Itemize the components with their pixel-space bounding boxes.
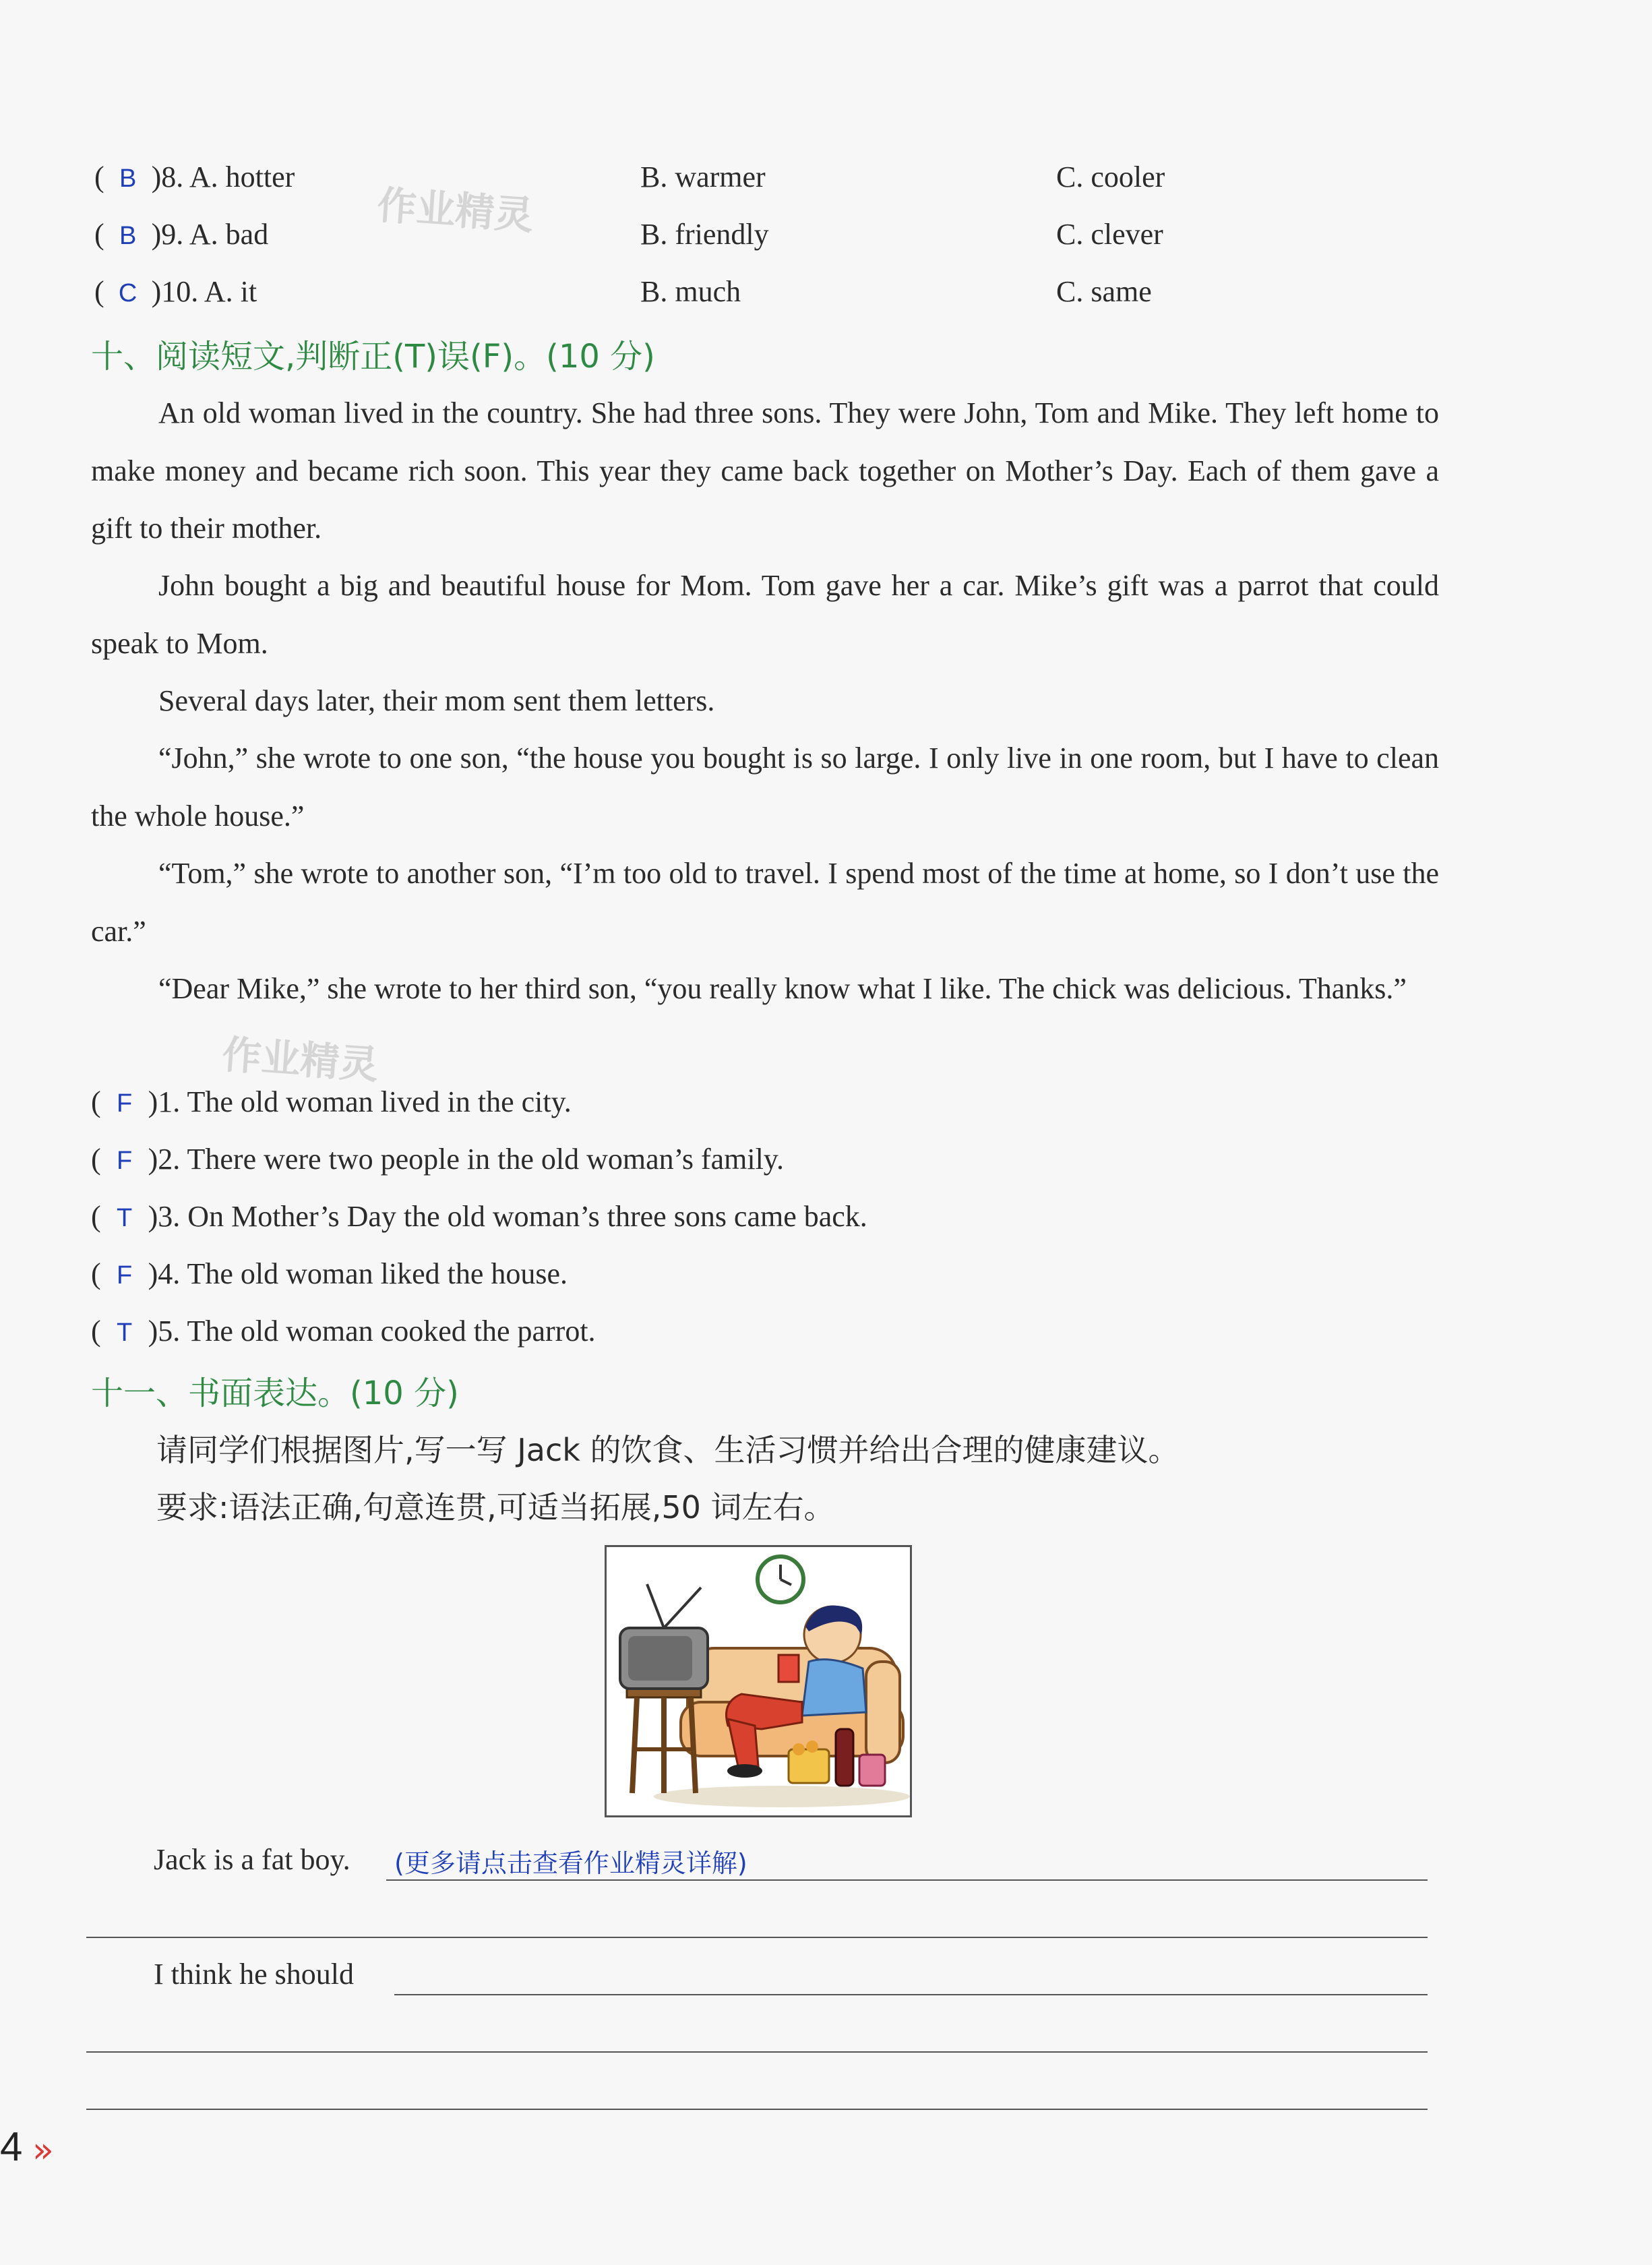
tf-question-1: ( F )1. The old woman lived in the city. xyxy=(91,1079,572,1127)
writing-line-3[interactable] xyxy=(394,1994,1428,1995)
section-10-title: 十、阅读短文,判断正(T)误(F)。(10 分) xyxy=(91,338,655,375)
boy-shirt xyxy=(802,1660,866,1716)
passage-paragraph-4: “John,” she wrote to one son, “the house you bought is so large. I only live in one room, but I have to clean the whole house.” xyxy=(91,742,1439,833)
stool-leg xyxy=(632,1697,637,1793)
food-item xyxy=(793,1743,805,1755)
option-c: C. same xyxy=(1056,275,1152,308)
passage-paragraph-5: “Tom,” she wrote to another son, “I’m too old to travel. I spend most of the time at home, so I don’t use the car.” xyxy=(91,857,1439,948)
tf-question-5: ( T )5. The old woman cooked the parrot. xyxy=(91,1308,596,1356)
writing-line-5[interactable] xyxy=(86,2109,1428,2110)
answer: T xyxy=(117,1204,133,1232)
snack-box-icon xyxy=(859,1755,885,1786)
passage-paragraph-1: An old woman lived in the country. She had three sons. They were John, Tom and Mike. They left home to make money and became rich soon. This year they came back together on Mother’s Day. Each of them gave a gift to their mother. xyxy=(91,396,1439,545)
page-number: 4 xyxy=(0,2124,23,2169)
jack-illustration xyxy=(605,1545,912,1817)
watermark: 作业精灵 xyxy=(375,181,535,239)
answer: F xyxy=(117,1261,133,1290)
answer: C xyxy=(118,279,137,307)
writing-line-1-prefix: Jack is a fat boy. xyxy=(154,1843,350,1876)
answer: F xyxy=(117,1089,133,1118)
passage-paragraph-2: John bought a big and beautiful house for Mom. Tom gave her a car. Mike’s gift was a parrot that could speak to Mom. xyxy=(91,569,1439,660)
writing-line-1[interactable] xyxy=(386,1879,1428,1881)
writing-instruction: 请同学们根据图片,写一写 Jack 的饮食、生活习惯并给出合理的健康建议。 xyxy=(156,1432,1180,1468)
option-b: B. much xyxy=(640,275,741,308)
soda-bottle-icon xyxy=(836,1729,853,1786)
answer: F xyxy=(117,1147,133,1175)
floor-shadow xyxy=(654,1786,910,1807)
option-b: B. warmer xyxy=(640,160,766,193)
tf-question-3: ( T )3. On Mother’s Day the old woman’s three sons came back. xyxy=(91,1193,867,1242)
writing-requirement: 要求:语法正确,句意连贯,可适当拓展,50 词左右。 xyxy=(156,1489,835,1526)
mc-question-10: ( C )10. A. it B. much C. same xyxy=(94,268,1442,315)
tv-antenna xyxy=(664,1588,701,1628)
option-c: C. clever xyxy=(1056,218,1163,251)
boy-shoe xyxy=(727,1764,762,1778)
tv-antenna xyxy=(647,1584,664,1628)
answer: B xyxy=(119,164,137,193)
mc-question-9: ( B )9. A. bad B. friendly C. clever xyxy=(94,211,1442,258)
answer: T xyxy=(117,1319,133,1347)
watermark: 作业精灵 xyxy=(220,1031,380,1088)
boy-leg xyxy=(728,1719,758,1766)
illustration-svg xyxy=(607,1547,910,1815)
tv-screen xyxy=(628,1636,692,1681)
writing-line-3-prefix: I think he should xyxy=(154,1958,354,1991)
tf-question-4: ( F )4. The old woman liked the house. xyxy=(91,1250,568,1299)
option-c: C. cooler xyxy=(1056,160,1165,193)
writing-line-2[interactable] xyxy=(86,1937,1428,1938)
mc-question-8: ( B )8. A. hotter B. warmer C. cooler xyxy=(94,154,1442,201)
snack-bag-icon xyxy=(778,1655,799,1682)
passage-paragraph-6: “Dear Mike,” she wrote to her third son, “you really know what I like. The chick was delicious. Thanks.” xyxy=(158,972,1407,1005)
option-b: B. friendly xyxy=(640,218,769,251)
more-details-link[interactable]: (更多请点击查看作业精灵详解) xyxy=(394,1848,747,1878)
tf-question-2: ( F )2. There were two people in the old woman’s family. xyxy=(91,1136,784,1184)
page-arrow-icon: » xyxy=(32,2130,54,2171)
section-11-title: 十一、书面表达。(10 分) xyxy=(91,1375,459,1412)
writing-line-4[interactable] xyxy=(86,2051,1428,2053)
answer: B xyxy=(119,222,137,250)
food-item xyxy=(806,1741,818,1753)
food-basket-icon xyxy=(789,1749,829,1783)
sofa-arm xyxy=(866,1662,900,1763)
passage-paragraph-3: Several days later, their mom sent them letters. xyxy=(158,684,715,717)
